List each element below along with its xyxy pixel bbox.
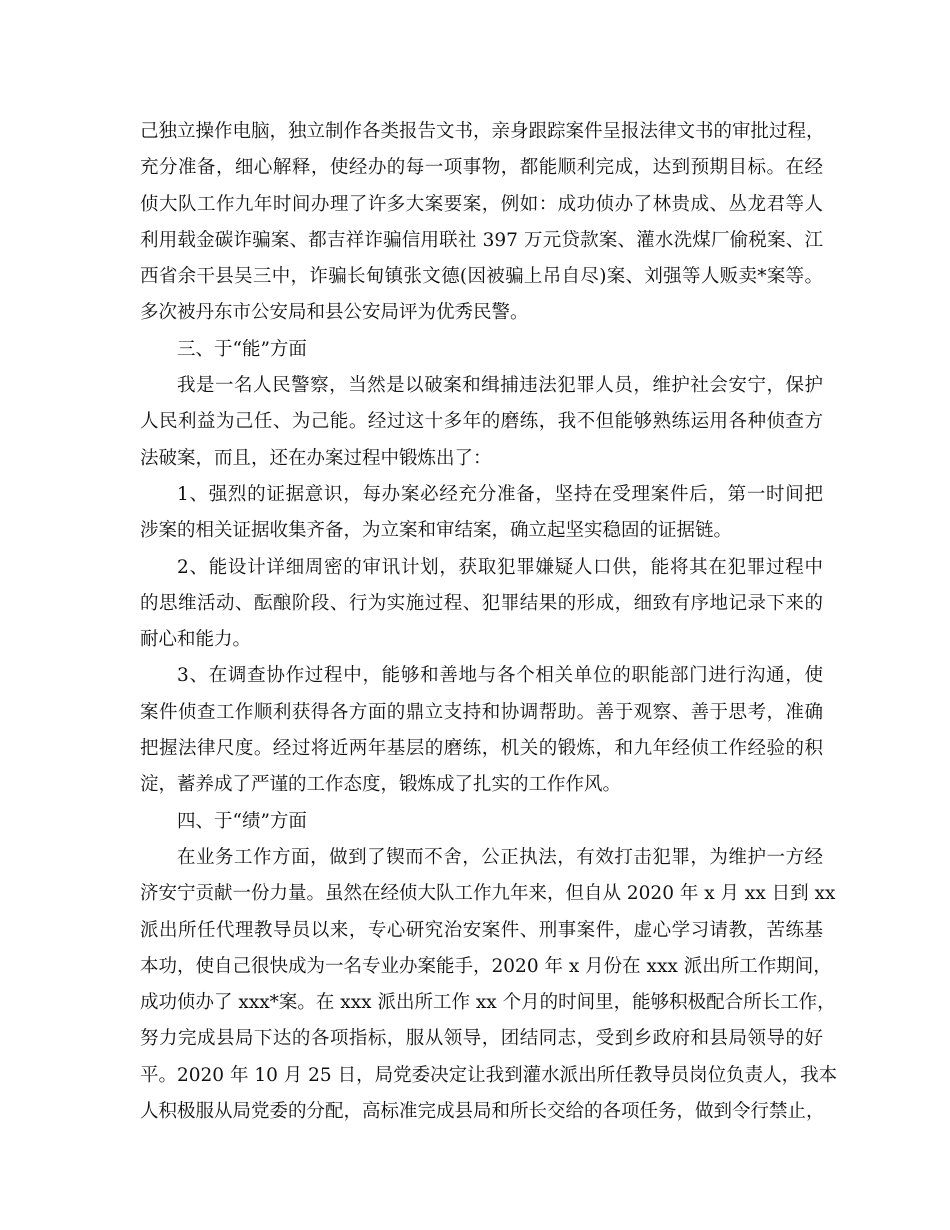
text-line: 利用载金碳诈骗案、都吉祥诈骗信用联社 397 万元贷款案、灌水洗煤厂偷税案、江 [140, 229, 823, 251]
text-line: 的思维活动、酝酿阶段、行为实施过程、犯罪结果的形成，细致有序地记录下来的 [140, 592, 823, 614]
text-line: 法破案，而且，还在办案过程中锻炼出了： [140, 447, 492, 469]
text-line: 在业务工作方面，做到了锲而不舍，公正执法，有效打击犯罪，为维护一方经 [177, 846, 823, 868]
section-heading: 四、于“绩”方面 [177, 810, 307, 832]
text-line: 充分准备，细心解释，使经办的每一项事物，都能顺利完成，达到预期目标。在经 [140, 157, 823, 179]
text-line: 成功侦办了 xxx*案。在 xxx 派出所工作 xx 个月的时间里，能够积极配合所长工作， [140, 992, 836, 1014]
text-line: 我是一名人民警察，当然是以破案和缉捕违法犯罪人员，维护社会安宁，保护 [177, 375, 823, 397]
text-line: 本功，使自己很快成为一名专业办案能手，2020 年 x 月份在 xxx 派出所工作期间， [140, 955, 832, 977]
text-line: 耐心和能力。 [140, 629, 252, 651]
text-line: 西省余干县吴三中，诈骗长甸镇张文德(因被骗上吊自尽)案、刘强等人贩卖*案等。 [140, 266, 823, 288]
text-line: 3、在调查协作过程中，能够和善地与各个相关单位的职能部门进行沟通，使 [177, 665, 823, 687]
text-line: 人积极服从局党委的分配，高标准完成县局和所长交给的各项任务，做到令行禁止， [140, 1101, 825, 1123]
text-line: 1、强烈的证据意识，每办案必经充分准备，坚持在受理案件后，第一时间把 [177, 483, 823, 505]
text-line: 把握法律尺度。经过将近两年基层的磨练，机关的锻炼，和九年经侦工作经验的积 [140, 738, 823, 760]
text-line: 平。2020 年 10 月 25 日，局党委决定让我到灌水派出所任教导员岗位负责人，我本 [140, 1064, 838, 1086]
document-body [140, 114, 838, 1130]
text-line: 人民利益为己任、为己能。经过这十多年的磨练，我不但能够熟练运用各种侦查方 [140, 411, 823, 433]
text-line: 努力完成县局下达的各项指标，服从领导，团结同志，受到乡政府和县局领导的好 [140, 1028, 823, 1050]
text-line: 己独立操作电脑，独立制作各类报告文书，亲身跟踪案件呈报法律文书的审批过程， [140, 121, 825, 142]
text-line: 案件侦查工作顺利获得各方面的鼎立支持和协调帮助。善于观察、善于思考，准确 [140, 701, 823, 723]
section-heading: 三、于“能”方面 [177, 338, 307, 360]
text-line: 派出所任代理教导员以来，专心研究治安案件、刑事案件，虚心学习请教，苦练基 [140, 919, 823, 941]
text-line: 多次被丹东市公安局和县公安局评为优秀民警。 [140, 302, 529, 324]
text-line: 侦大队工作九年时间办理了许多大案要案，例如：成功侦办了林贵成、丛龙君等人 [140, 193, 823, 215]
text-line: 淀，蓄养成了严谨的工作态度，锻炼成了扎实的工作作风。 [140, 774, 622, 796]
text-line: 济安宁贡献一份力量。虽然在经侦大队工作九年来，但自从 2020 年 x 月 xx 日到 xx [140, 883, 836, 905]
text-line: 2、能设计详细周密的审讯计划，获取犯罪嫌疑人口供，能将其在犯罪过程中 [177, 556, 823, 578]
text-line: 涉案的相关证据收集齐备，为立案和审结案，确立起坚实稳固的证据链。 [140, 520, 733, 542]
